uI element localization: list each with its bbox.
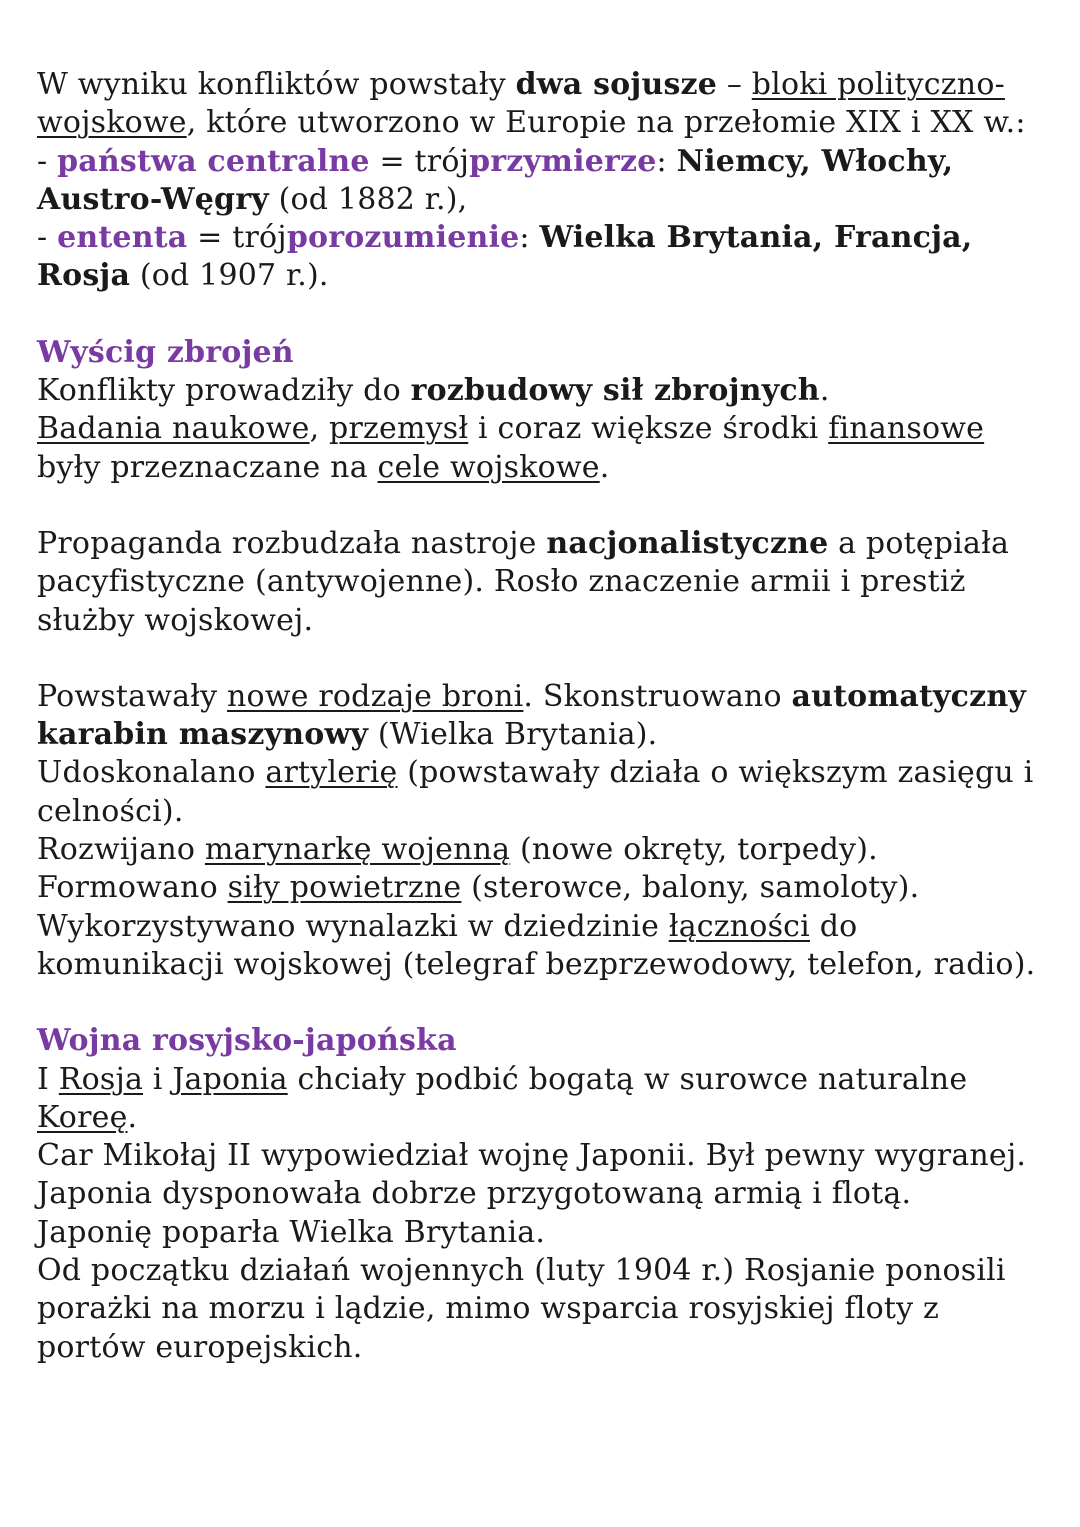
arms-race-p3 bbox=[37, 525, 1047, 640]
text-run: (Wielka Brytania). bbox=[368, 717, 658, 753]
text-run: (powstawały działa o większym zasięgu i celności). bbox=[37, 755, 1034, 829]
bold-term: Wielka Brytania, Francja, Rosja bbox=[37, 220, 973, 294]
arms-race-p2 bbox=[37, 410, 1047, 487]
text-run: . bbox=[819, 373, 830, 409]
text-run: . bbox=[599, 449, 610, 485]
underlined-term: bloki polityczno-wojskowe bbox=[37, 67, 1005, 141]
text-run: chciały podbić bogatą w surowce naturalne bbox=[287, 1061, 968, 1097]
underlined-term: Koreę bbox=[37, 1099, 128, 1135]
section-heading-russo-japanese: Wojna rosyjsko-japońska bbox=[37, 1023, 457, 1059]
underlined-term: przemysł bbox=[329, 411, 469, 447]
text-run: : bbox=[519, 220, 540, 256]
text-run: - bbox=[37, 220, 58, 256]
text-run: Udoskonalano bbox=[37, 755, 266, 791]
highlight-term: ententa bbox=[57, 220, 188, 256]
section-heading-arms-race: Wyścig zbrojeń bbox=[37, 334, 294, 370]
text-run: Formowano bbox=[37, 870, 228, 906]
bold-term: nacjonalistyczne bbox=[546, 525, 829, 561]
text-run: – bbox=[717, 67, 752, 102]
text-run: Rozwijano bbox=[37, 832, 205, 868]
text-run: były przeznaczane na bbox=[37, 449, 378, 485]
text-run: Propaganda rozbudzała nastroje bbox=[37, 525, 547, 561]
arms-race-p6 bbox=[37, 831, 1047, 869]
russo-japanese-p3: Japonia dysponowała dobrze przygotowaną armią i flotą. bbox=[37, 1176, 912, 1212]
text-run: Wykorzystywano wynalazki w dziedzinie bbox=[37, 908, 669, 944]
highlight-term: państwa centralne bbox=[57, 143, 370, 179]
text-run: (nowe okręty, torpedy). bbox=[510, 832, 878, 868]
text-run: (od 1907 r.). bbox=[130, 258, 329, 294]
bold-term: rozbudowy sił zbrojnych bbox=[410, 373, 820, 409]
russo-japanese-p5: Od początku działań wojennych (luty 1904 r.) Rosjanie ponosili porażki na morzu i lądzie, mimo wsparcia rosyjskiej floty z portów europejskich. bbox=[37, 1253, 1006, 1365]
bold-term: Niemcy, Włochy, Austro-Węgry bbox=[37, 143, 954, 217]
russo-japanese-p4: Japonię poparła Wielka Brytania. bbox=[37, 1214, 546, 1250]
russo-japanese-p2: Car Mikołaj II wypowiedział wojnę Japonii. Był pewny wygranej. bbox=[37, 1138, 1027, 1174]
underlined-term: Badania naukowe bbox=[37, 411, 310, 447]
arms-race-p7 bbox=[37, 869, 1047, 907]
highlight-term: porozumienie bbox=[286, 220, 520, 256]
entente-line bbox=[37, 219, 1047, 296]
bold-term: dwa sojusze bbox=[515, 67, 718, 102]
spacer bbox=[37, 487, 1047, 525]
text-run: W wyniku konfliktów powstały bbox=[37, 67, 516, 102]
underlined-term: artylerię bbox=[265, 755, 398, 791]
underlined-term: marynarkę wojenną bbox=[204, 832, 511, 868]
text-run: a potępiała pacyfistyczne (antywojenne). Rosło znaczenie armii i prestiż służby wojskowej. bbox=[37, 525, 1010, 638]
underlined-term: Japonia bbox=[172, 1061, 288, 1097]
underlined-term: nowe rodzaje broni bbox=[227, 678, 524, 714]
text-run: Powstawały bbox=[37, 678, 228, 714]
bold-term: automatyczny karabin maszynowy bbox=[37, 678, 1026, 753]
spacer bbox=[37, 640, 1047, 678]
text-run: (od 1882 r.), bbox=[268, 181, 468, 217]
highlight-term: przymierze bbox=[469, 143, 657, 179]
underlined-term: siły powietrzne bbox=[227, 870, 462, 906]
text-run: (sterowce, balony, samoloty). bbox=[461, 870, 920, 906]
text-run: i coraz większe środki bbox=[468, 411, 829, 447]
arms-race-p4 bbox=[37, 678, 1047, 755]
underlined-term: łączności bbox=[668, 908, 810, 944]
text-run: - bbox=[37, 143, 58, 179]
text-run: = trój bbox=[187, 220, 287, 256]
central-powers-line bbox=[37, 143, 1047, 220]
text-run: Konflikty prowadziły do bbox=[37, 373, 411, 409]
text-run: = trój bbox=[369, 143, 470, 179]
text-run: I bbox=[37, 1061, 59, 1097]
text-run: . bbox=[127, 1099, 138, 1135]
text-run: do komunikacji wojskowej (telegraf bezprzewodowy, telefon, radio). bbox=[37, 908, 1036, 982]
text-run: , bbox=[309, 411, 330, 447]
arms-race-p1 bbox=[37, 372, 1047, 410]
spacer bbox=[37, 984, 1047, 1022]
underlined-term: finansowe bbox=[828, 411, 985, 447]
text-run: . Skonstruowano bbox=[523, 678, 792, 714]
spacer bbox=[37, 296, 1047, 334]
russo-japanese-p1 bbox=[37, 1061, 1047, 1138]
text-run: i bbox=[143, 1061, 173, 1097]
underlined-term: cele wojskowe bbox=[377, 449, 600, 485]
arms-race-p5 bbox=[37, 754, 1047, 831]
arms-race-p8 bbox=[37, 908, 1047, 985]
document-page bbox=[37, 66, 1047, 1367]
intro-paragraph bbox=[37, 66, 1047, 143]
underlined-term: Rosja bbox=[58, 1061, 144, 1097]
text-run: , które utworzono w Europie na przełomie XIX i XX w.: bbox=[186, 105, 1026, 141]
text-run: : bbox=[656, 143, 677, 179]
